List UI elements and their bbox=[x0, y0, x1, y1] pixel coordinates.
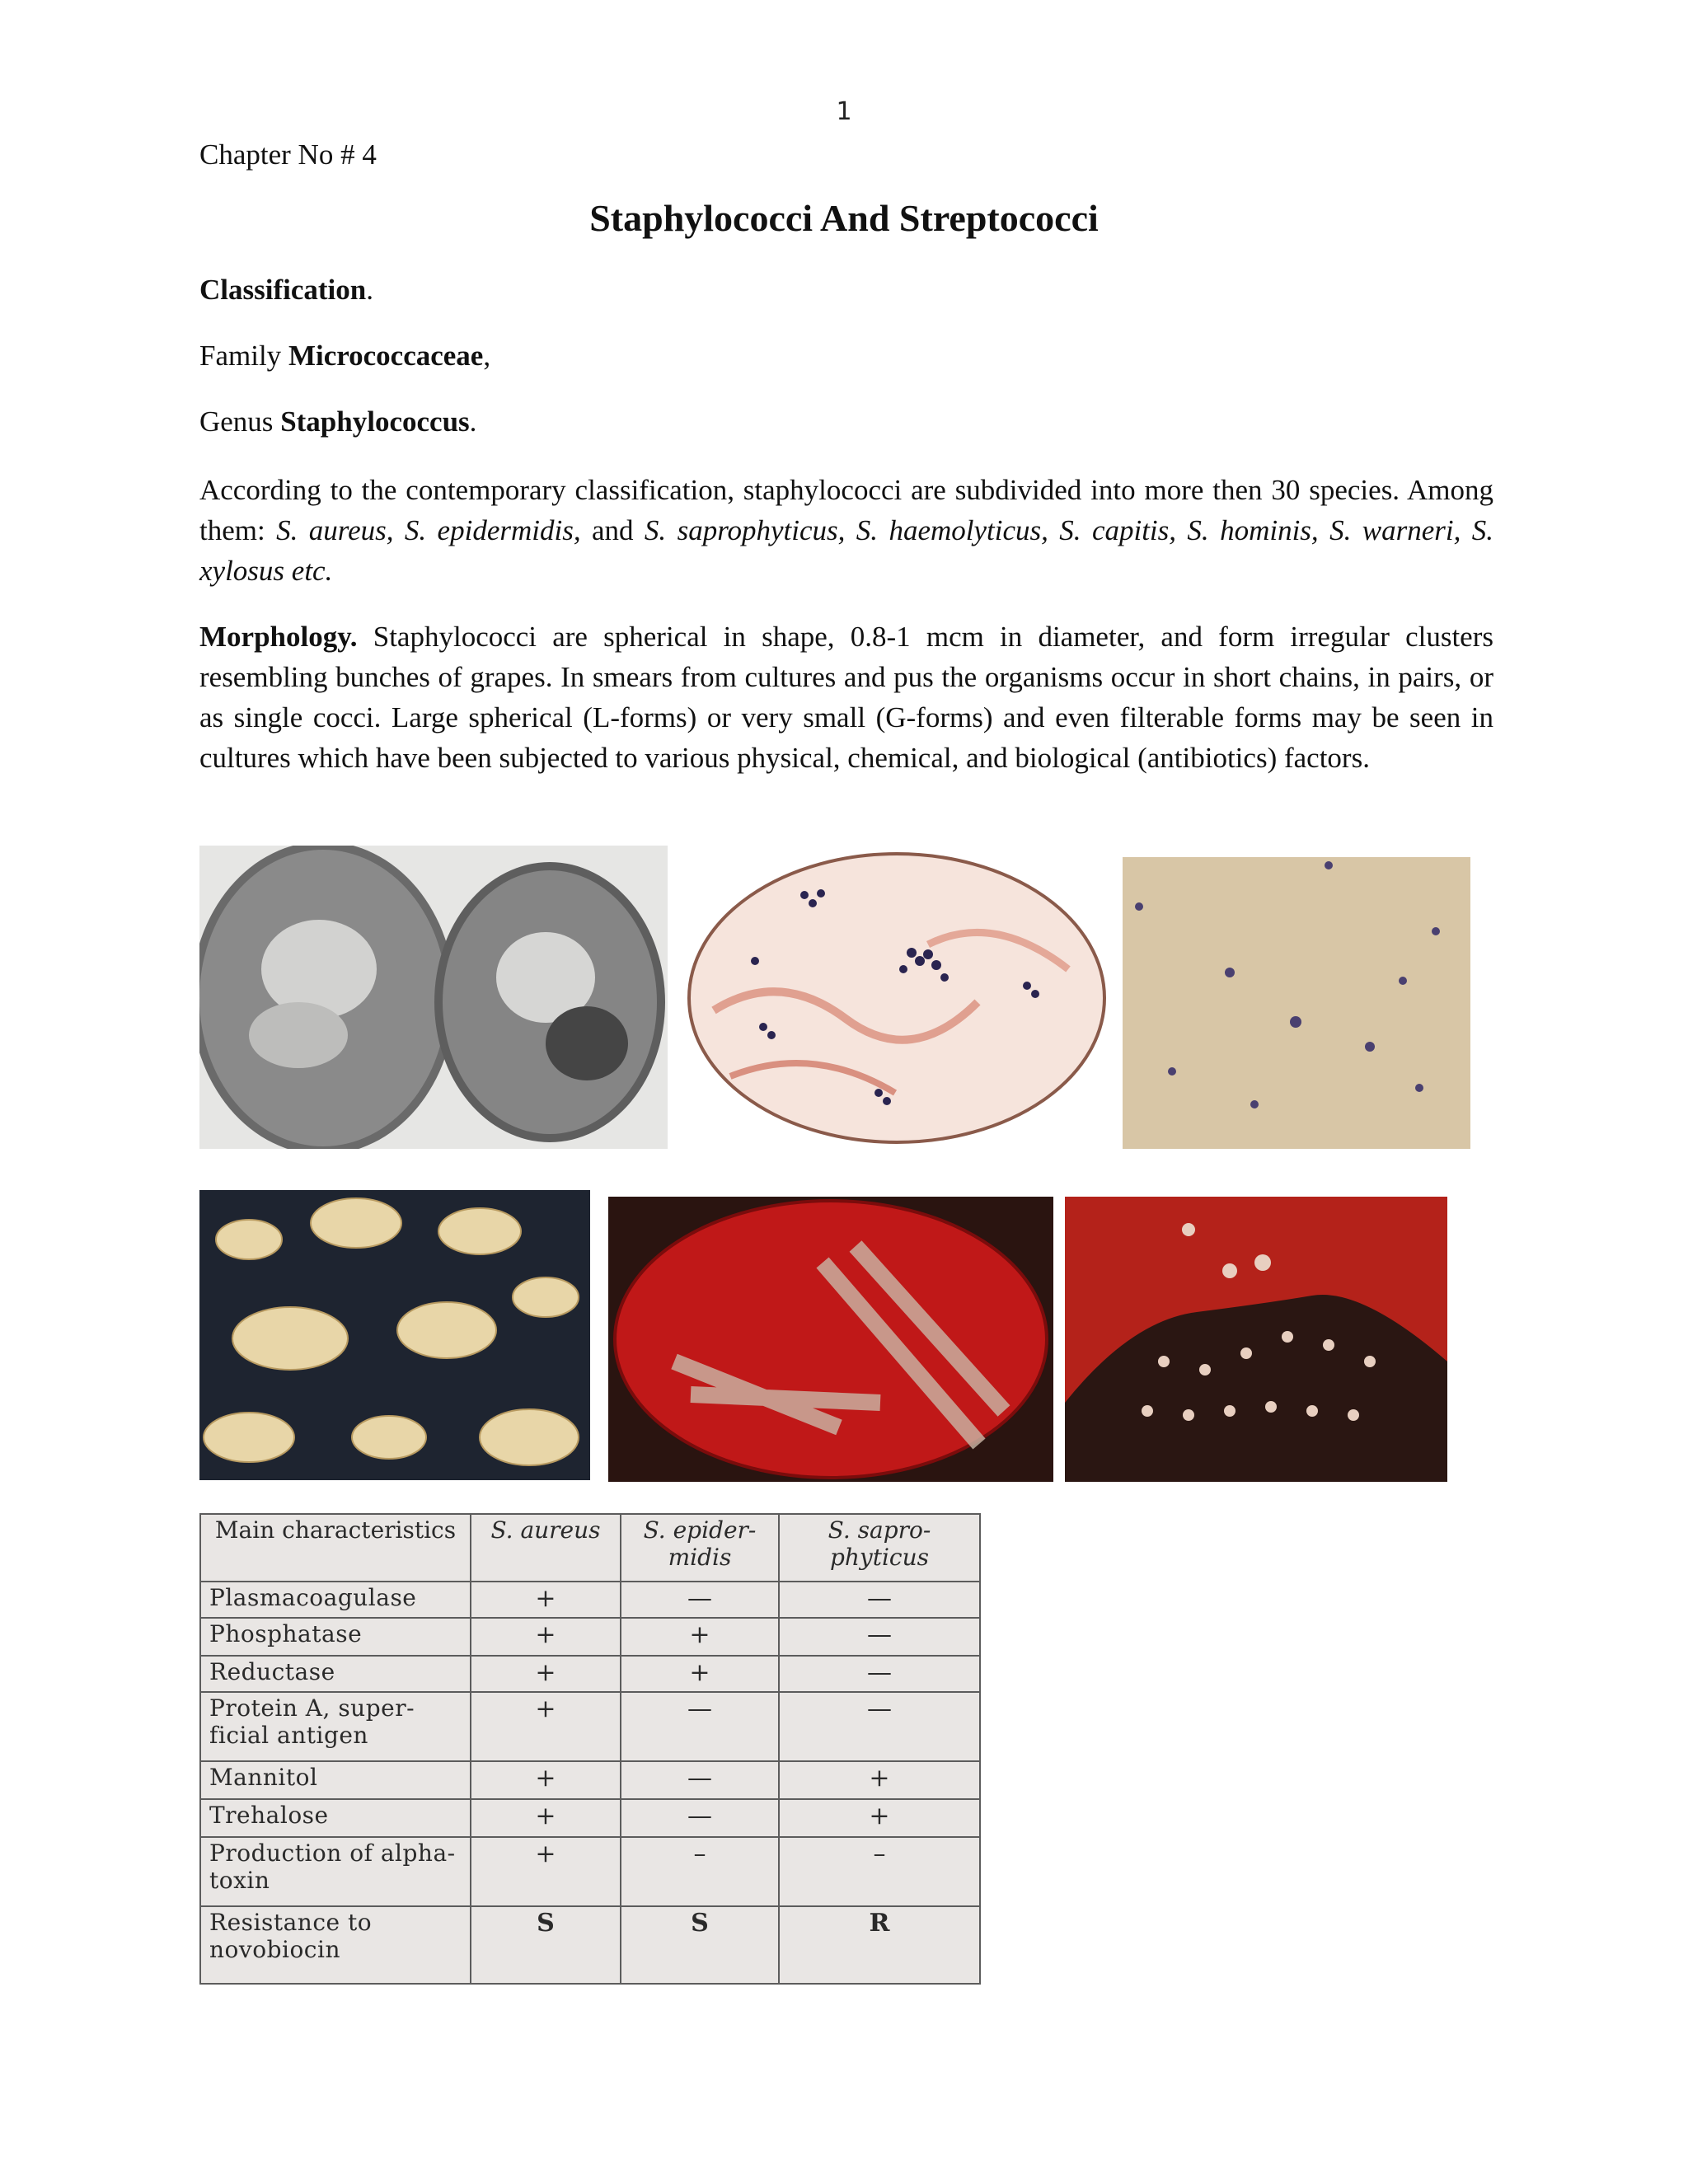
page-title: Staphylococci And Streptococci bbox=[589, 197, 1099, 239]
gram-stain-image bbox=[1123, 857, 1470, 1149]
blood-agar-plate-image bbox=[608, 1197, 1053, 1482]
table-row: Phosphatase + + — bbox=[200, 1618, 980, 1656]
page-number: 1 bbox=[836, 97, 852, 126]
colonies-closeup-image bbox=[199, 1190, 590, 1480]
header-s-aureus: S. aureus bbox=[471, 1514, 621, 1582]
genus-line: Genus Staphylococcus. bbox=[199, 405, 477, 438]
header-s-saprophyticus: S. sapro-phyticus bbox=[779, 1514, 980, 1582]
characteristics-table bbox=[199, 1513, 981, 1985]
chapter-label: Chapter No # 4 bbox=[199, 138, 377, 171]
table-row: Resistance to novobiocin S S R bbox=[200, 1906, 980, 1984]
hemolysis-colonies-image bbox=[1065, 1197, 1447, 1482]
table-row: Reductase + + — bbox=[200, 1656, 980, 1692]
morphology-paragraph: Morphology. Staphylococci are spherical in shape, 0.8-1 mcm in diameter, and form irregular clusters resembling bunches of grapes. In smears from cultures and pus the organisms occur in short chains, in pairs, or as single cocci. Large spherical (L-forms) or very small (G-forms) and even filterable forms may be seen in cultures which have been subjected to various physical, chemical, and biological (antibiotics) factors. bbox=[199, 621, 1493, 774]
classification-heading: Classification. bbox=[199, 274, 373, 306]
electron-micrograph-image bbox=[199, 846, 668, 1149]
species-paragraph: According to the contemporary classification, staphylococci are subdivided into more then 30 species. Among them: S. aureus, S. epidermidis, and S. saprophyticus, S. haemolyticus, S. capitis, S. hominis, S. warneri, S. xylosus etc. bbox=[199, 474, 1493, 587]
header-s-epidermidis: S. epider-midis bbox=[621, 1514, 779, 1582]
table-row: Protein A, super-ficial antigen + — — bbox=[200, 1692, 980, 1761]
table-row: Plasmacoagulase + — — bbox=[200, 1582, 980, 1618]
table-row: Production of alpha-toxin + – – bbox=[200, 1837, 980, 1906]
table-row: Trehalose + — + bbox=[200, 1799, 980, 1837]
header-main-characteristics: Main characteristics bbox=[200, 1514, 471, 1582]
stained-smear-image bbox=[681, 846, 1111, 1149]
family-line: Family Micrococcaceae, bbox=[199, 340, 491, 372]
table-row: Mannitol + — + bbox=[200, 1761, 980, 1799]
